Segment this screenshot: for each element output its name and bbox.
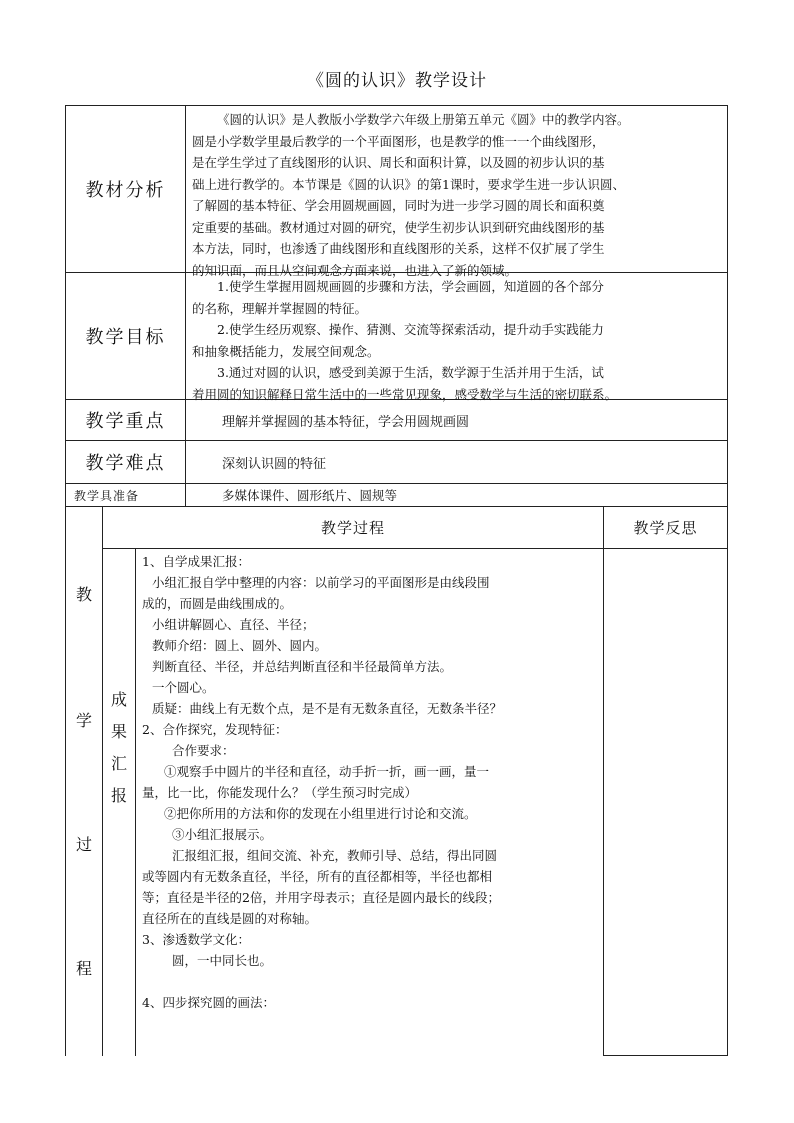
analysis-label-text: 教材分析 bbox=[85, 180, 166, 201]
reflection-header bbox=[603, 506, 728, 549]
analysis-line: 的知识面，而且从空间观念方面来说，也进入了新的领域。 bbox=[192, 262, 518, 278]
process-line: 合作要求： bbox=[172, 743, 235, 758]
process-line: 或等圆内有无数条直径，半径，所有的直径都相等，半径也都相 bbox=[142, 869, 493, 884]
analysis-line: 定重要的基础。教材通过对圆的研究，使学生初步认识到研究曲线图形的基 bbox=[192, 219, 605, 235]
process-line: 直径所在的直线是圆的对称轴。 bbox=[142, 911, 318, 926]
process-line: 质疑：曲线上有无数个点，是不是有无数条直径，无数条半径？ bbox=[152, 701, 503, 716]
process-header-text: 教学过程 bbox=[320, 519, 385, 537]
goals-line: 和抽象概括能力，发展空间观念。 bbox=[192, 343, 380, 359]
process-line: 等；直径是半径的2倍，并用字母表示；直径是圆内最长的线段； bbox=[142, 890, 500, 905]
process-side-char: 过 bbox=[75, 835, 92, 854]
process-line: 判断直径、半径，并总结判断直径和半径最简单方法。 bbox=[152, 659, 453, 674]
analysis-line: 础上进行教学的。本节课是《圆的认识》的第1课时，要求学生进一步认识圆、 bbox=[192, 176, 625, 192]
goals-label-text: 教学目标 bbox=[85, 327, 166, 348]
process-line: 教师介绍：圆上、圆外、圆内。 bbox=[152, 638, 328, 653]
difficulties-content bbox=[185, 440, 728, 484]
process-side-char: 教 bbox=[75, 585, 92, 604]
process-line: 汇报组汇报，组间交流、补充，教师引导、总结，得出同圆 bbox=[172, 848, 498, 863]
analysis-line: 了解圆的基本特征、学会用圆规画圆，同时为进一步学习圆的周长和面积奠 bbox=[192, 198, 605, 213]
process-line: ③小组汇报展示。 bbox=[172, 827, 273, 842]
analysis-line: 《圆的认识》是人教版小学数学六年级上册第五单元《圆》中的教学内容。 bbox=[217, 112, 630, 127]
key-points-content bbox=[185, 399, 728, 441]
tools-text: 多媒体课件、圆形纸片、圆规等 bbox=[222, 488, 398, 503]
process-line: 2、合作探究，发现特征： bbox=[142, 722, 288, 737]
stage-char: 报 bbox=[110, 786, 127, 805]
process-line: ①观察手中圆片的半径和直径，动手折一折，画一画，量一 bbox=[164, 764, 490, 779]
difficulties-label bbox=[65, 440, 186, 484]
process-line: 量，比一比，你能发现什么？（学生预习时完成） bbox=[142, 785, 418, 800]
tools-label bbox=[65, 483, 186, 507]
process-line bbox=[142, 971, 597, 992]
reflection-column bbox=[603, 548, 728, 1056]
goals-line: 着用圆的知识解释日常生活中的一些常见现象，感受数学与生活的密切联系。 bbox=[192, 386, 618, 402]
process-line: 4、四步探究圆的画法： bbox=[142, 995, 275, 1010]
goals-content bbox=[185, 272, 728, 400]
analysis-line: 圆是小学数学里最后教学的一个平面图形，也是教学的惟一一个曲线图形， bbox=[192, 133, 605, 149]
key-points-label bbox=[65, 399, 186, 441]
process-line: 成的，而圆是曲线围成的。 bbox=[142, 596, 293, 611]
difficulties-text: 深刻认识圆的特征 bbox=[222, 456, 327, 472]
analysis-line: 是在学生学过了直线图形的认识、周长和面积计算，以及圆的初步认识的基 bbox=[192, 155, 605, 170]
process-line: 3、渗透数学文化： bbox=[142, 932, 250, 947]
stage-char: 汇 bbox=[110, 754, 127, 773]
analysis-line: 本方法，同时，也渗透了曲线图形和直线图形的关系，这样不仅扩展了学生 bbox=[192, 241, 605, 256]
process-line: 小组汇报自学中整理的内容：以前学习的平面图形是由线段围 bbox=[152, 575, 490, 590]
stage-char: 成 bbox=[110, 690, 127, 709]
difficulties-label-text: 教学难点 bbox=[85, 453, 166, 474]
tools-content bbox=[185, 483, 728, 507]
analysis-content bbox=[185, 105, 728, 278]
stage-char: 果 bbox=[110, 722, 127, 741]
process-side-char: 程 bbox=[75, 959, 92, 978]
goals-line: 1.使学生掌握用圆规画圆的步骤和方法，学会画圆，知道圆的各个部分 bbox=[217, 279, 604, 294]
goals-label bbox=[65, 272, 186, 400]
key-points-label-text: 教学重点 bbox=[85, 411, 166, 432]
process-line: 1、自学成果汇报： bbox=[142, 554, 250, 569]
analysis-label bbox=[65, 105, 186, 273]
process-header bbox=[102, 506, 604, 549]
process-content bbox=[135, 548, 604, 1056]
goals-line: 3.通过对圆的认识，感受到美源于生活，数学源于生活并用于生活，试 bbox=[217, 365, 604, 380]
process-line: ②把你所用的方法和你的发现在小组里进行讨论和交流。 bbox=[164, 806, 477, 821]
process-side-char: 学 bbox=[75, 711, 92, 730]
goals-line: 2.使学生经历观察、操作、猜测、交流等探索活动，提升动手实践能力 bbox=[217, 322, 604, 337]
process-line: 一个圆心。 bbox=[152, 680, 215, 695]
key-points-text: 理解并掌握圆的基本特征，学会用圆规画圆 bbox=[222, 414, 470, 430]
process-line: 小组讲解圆心、直径、半径； bbox=[152, 617, 315, 632]
reflection-header-text: 教学反思 bbox=[633, 519, 698, 537]
tools-label-text: 教学具准备 bbox=[74, 488, 140, 503]
process-line: 圆，一中同长也。 bbox=[172, 953, 273, 968]
goals-line: 的名称，理解并掌握圆的特征。 bbox=[192, 300, 368, 316]
document-title: 《圆的认识》教学设计 bbox=[307, 71, 487, 91]
